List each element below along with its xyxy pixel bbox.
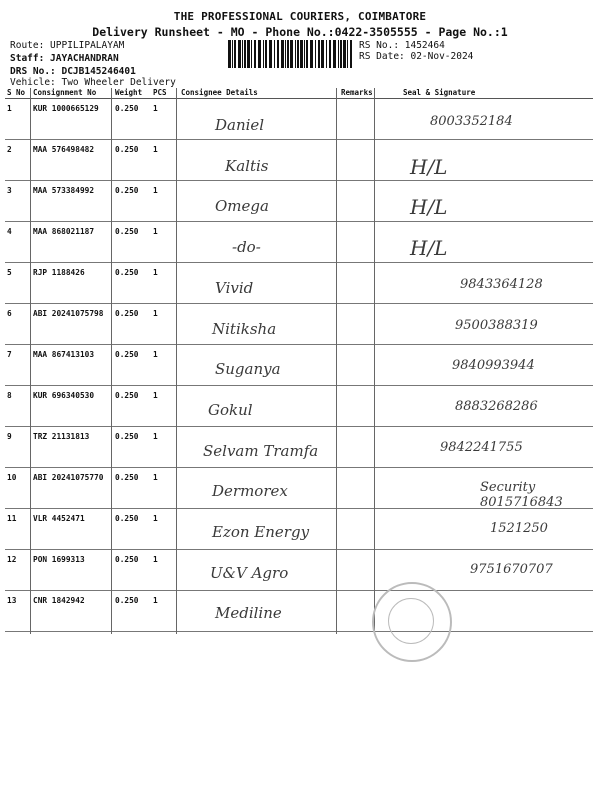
- row-sno: 12: [5, 550, 31, 591]
- consignee-handwriting: Suganya: [215, 360, 281, 379]
- remarks-cell: [339, 99, 377, 140]
- consignee-handwriting: Ezon Energy: [212, 523, 310, 541]
- row-weight: 0.250: [113, 386, 151, 427]
- consignment-number: MAA 867413103: [31, 345, 113, 386]
- vehicle-label: Vehicle: Two Wheeler Delivery: [10, 77, 176, 88]
- consignee-handwriting: Omega: [215, 197, 269, 216]
- consignee-handwriting: Daniel: [215, 116, 265, 134]
- signature-handwriting: 9842241755: [440, 439, 523, 455]
- row-pcs: 1: [151, 468, 179, 509]
- row-weight: 0.250: [113, 181, 151, 222]
- signature-handwriting: 8883268286: [455, 398, 538, 414]
- consignment-number: MAA 576498482: [31, 140, 113, 181]
- row-weight: 0.250: [113, 468, 151, 509]
- row-weight: 0.250: [113, 263, 151, 304]
- remarks-cell: [339, 345, 377, 386]
- row-sno: 7: [5, 345, 31, 386]
- consignment-number: RJP 1188426: [31, 263, 113, 304]
- col-sno: S No: [5, 88, 31, 99]
- consignee-handwriting: Kaltis: [225, 156, 269, 175]
- row-sno: 9: [5, 427, 31, 468]
- row-pcs: 1: [151, 345, 179, 386]
- consignment-number: CNR 1842942: [31, 591, 113, 632]
- row-weight: 0.250: [113, 591, 151, 632]
- consignment-number: MAA 573384992: [31, 181, 113, 222]
- remarks-cell: [339, 181, 377, 222]
- consignment-number: MAA 868021187: [31, 222, 113, 263]
- consignee-handwriting: Mediline: [215, 604, 282, 623]
- consignment-number: TRZ 21131813: [31, 427, 113, 468]
- staff-label: Staff: JAYACHANDRAN: [10, 53, 119, 64]
- row-weight: 0.250: [113, 509, 151, 550]
- consignee-cell: [179, 263, 339, 304]
- sheet-subtitle: Delivery Runsheet - MO - Phone No.:0422-3505555 - Page No.:1: [92, 25, 508, 39]
- rs-date: RS Date: 02-Nov-2024: [359, 51, 474, 62]
- table-header-row: [5, 88, 593, 99]
- signature-handwriting: H/L: [410, 154, 448, 179]
- row-sno: 10: [5, 468, 31, 509]
- consignee-handwriting: Vivid: [215, 278, 254, 297]
- remarks-cell: [339, 550, 377, 591]
- row-pcs: 1: [151, 99, 179, 140]
- signature-cell: [377, 509, 593, 550]
- row-weight: 0.250: [113, 427, 151, 468]
- consignment-number: KUR 1000665129: [31, 99, 113, 140]
- consignee-cell: [179, 386, 339, 427]
- col-remarks: Remarks: [339, 88, 377, 99]
- remarks-cell: [339, 468, 377, 509]
- table-row: [5, 591, 593, 632]
- signature-handwriting: 8003352184: [430, 114, 513, 129]
- signature-handwriting: 9843364128: [460, 276, 543, 292]
- table-row: [5, 140, 593, 181]
- row-sno: 5: [5, 263, 31, 304]
- consignee-handwriting: Nitiksha: [212, 319, 277, 338]
- row-pcs: 1: [151, 181, 179, 222]
- consignment-number: KUR 696340530: [31, 386, 113, 427]
- col-consignment: Consignment No: [31, 88, 113, 99]
- signature-handwriting: 9751670707: [470, 561, 553, 577]
- row-pcs: 1: [151, 222, 179, 263]
- row-pcs: 1: [151, 304, 179, 345]
- sheet-title: THE PROFESSIONAL COURIERS, COIMBATORE: [173, 10, 427, 23]
- remarks-cell: [339, 427, 377, 468]
- drs-number: DRS No.: DCJB145246401: [10, 66, 136, 77]
- row-pcs: 1: [151, 427, 179, 468]
- consignee-handwriting: Dermorex: [212, 482, 288, 501]
- row-weight: 0.250: [113, 550, 151, 591]
- col-signature: Seal & Signature: [377, 88, 593, 99]
- signature-handwriting: Security 8015716843: [480, 480, 563, 511]
- table-row: [5, 181, 593, 222]
- consignee-handwriting: Gokul: [208, 400, 253, 419]
- remarks-cell: [339, 140, 377, 181]
- signature-handwriting: 1521250: [490, 521, 548, 536]
- col-pcs: PCS: [151, 88, 179, 99]
- row-weight: 0.250: [113, 304, 151, 345]
- row-pcs: 1: [151, 550, 179, 591]
- remarks-cell: [339, 222, 377, 263]
- consignment-number: ABI 20241075770: [31, 468, 113, 509]
- rs-number: RS No.: 1452464: [359, 40, 445, 51]
- signature-handwriting: 9500388319: [455, 317, 538, 333]
- route-label: Route: UPPILIPALAYAM: [10, 40, 125, 51]
- consignee-handwriting: U&V Agro: [210, 563, 289, 582]
- barcode: [228, 40, 354, 68]
- row-pcs: 1: [151, 509, 179, 550]
- row-sno: 8: [5, 386, 31, 427]
- consignee-handwriting: -do-: [232, 238, 261, 257]
- row-pcs: 1: [151, 140, 179, 181]
- row-sno: 2: [5, 140, 31, 181]
- row-sno: 1: [5, 99, 31, 140]
- row-sno: 13: [5, 591, 31, 632]
- remarks-cell: [339, 509, 377, 550]
- signature-handwriting: 9840993944: [452, 358, 535, 374]
- remarks-cell: [339, 304, 377, 345]
- col-consignee: Consignee Details: [179, 88, 339, 99]
- row-pcs: 1: [151, 591, 179, 632]
- signature-handwriting: H/L: [410, 236, 448, 261]
- row-pcs: 1: [151, 263, 179, 304]
- row-weight: 0.250: [113, 345, 151, 386]
- row-weight: 0.250: [113, 222, 151, 263]
- consignment-number: VLR 4452471: [31, 509, 113, 550]
- row-sno: 4: [5, 222, 31, 263]
- row-sno: 3: [5, 181, 31, 222]
- row-weight: 0.250: [113, 140, 151, 181]
- table-row: [5, 222, 593, 263]
- agency-stamp: [372, 582, 452, 662]
- remarks-cell: [339, 386, 377, 427]
- remarks-cell: [339, 263, 377, 304]
- row-pcs: 1: [151, 386, 179, 427]
- consignee-handwriting: Selvam Tramfa: [203, 441, 319, 460]
- row-weight: 0.250: [113, 99, 151, 140]
- signature-handwriting: H/L: [410, 195, 448, 220]
- col-weight: Weight: [113, 88, 151, 99]
- row-sno: 6: [5, 304, 31, 345]
- consignment-number: PON 1699313: [31, 550, 113, 591]
- row-sno: 11: [5, 509, 31, 550]
- consignment-number: ABI 20241075798: [31, 304, 113, 345]
